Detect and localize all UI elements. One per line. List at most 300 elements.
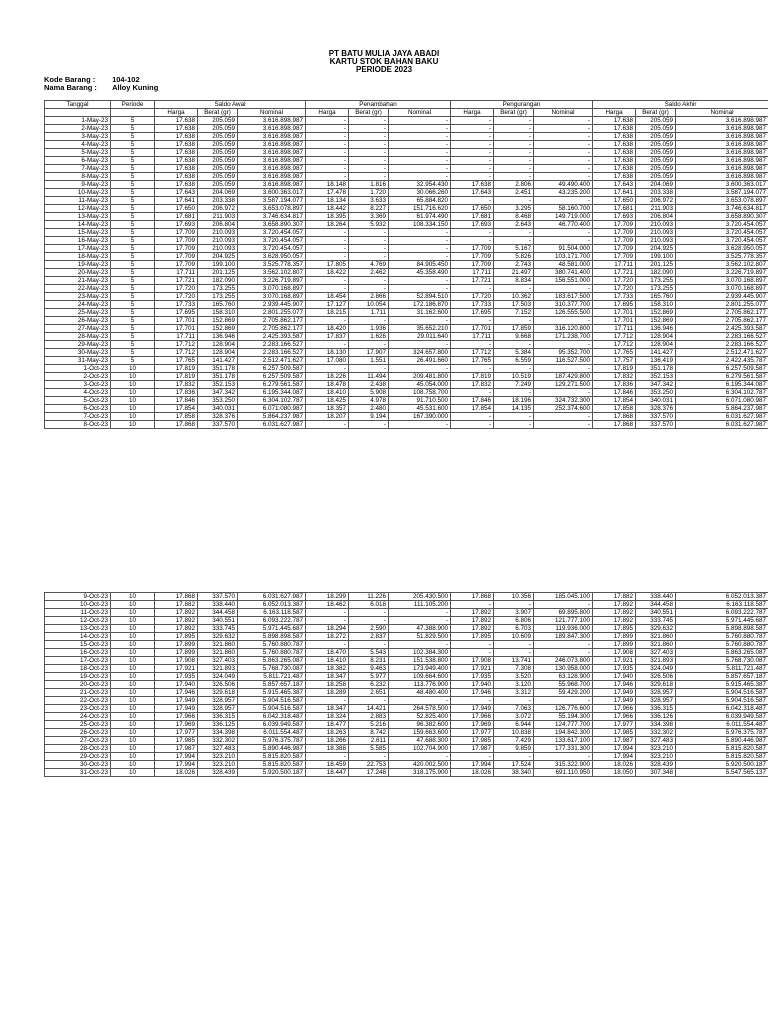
table-cell: 5.167 (494, 245, 534, 253)
col-subheader-berat: Berat (gr) (636, 109, 676, 117)
table-cell: - (389, 229, 451, 237)
table-cell: 152.869 (198, 317, 238, 325)
table-cell: 328.957 (636, 689, 676, 697)
table-cell: 17.907 (349, 349, 389, 357)
table-cell: 10 (111, 689, 155, 697)
table-row (45, 309, 768, 317)
table-cell: 10-Oct-23 (45, 601, 111, 609)
table-cell: 17.721 (593, 269, 636, 277)
table-cell: - (349, 253, 389, 261)
table-cell: - (451, 389, 494, 397)
table-row (45, 197, 768, 205)
table-cell: 205.059 (636, 173, 676, 181)
table-cell: 17.940 (155, 681, 198, 689)
table-cell: 2.806 (494, 181, 534, 189)
table-cell: 2.651 (349, 689, 389, 697)
table-cell: 17.127 (306, 301, 349, 309)
table-row (45, 237, 768, 245)
table-row (45, 245, 768, 253)
col-header-saldo-awal: Saldo Awal (155, 101, 306, 109)
table-cell: - (389, 317, 451, 325)
table-cell: 31.162.600 (389, 309, 451, 317)
table-row (45, 141, 768, 149)
table-cell: - (306, 165, 349, 173)
table-cell: 205.059 (636, 133, 676, 141)
table-cell: 17.899 (593, 633, 636, 641)
table-cell: 17.994 (155, 761, 198, 769)
table-cell: 17.946 (155, 689, 198, 697)
table-cell: 3.616.898.987 (238, 181, 306, 189)
table-cell: 6.018 (349, 601, 389, 609)
table-row (45, 681, 768, 689)
table-cell: 17.701 (451, 325, 494, 333)
table-cell: 58.160.700 (534, 205, 593, 213)
table-cell: 30-Oct-23 (45, 761, 111, 769)
item-code-label: Kode Barang : (44, 75, 96, 84)
table-cell: 17.709 (593, 229, 636, 237)
table-cell: - (389, 753, 451, 761)
table-cell: 338.440 (636, 593, 676, 601)
table-row (45, 405, 768, 413)
table-cell: 204.925 (198, 253, 238, 261)
table-cell: 1.626 (349, 333, 389, 341)
table-cell: 5.811.721.487 (238, 673, 306, 681)
table-cell: 10 (111, 593, 155, 601)
table-cell: 5.904.516.587 (676, 689, 768, 697)
table-cell: 113.776.900 (389, 681, 451, 689)
table-cell: 5.864.237.987 (238, 413, 306, 421)
table-cell: 351.178 (636, 365, 676, 373)
table-cell: 2.705.862.177 (238, 317, 306, 325)
table-cell: 206.972 (198, 205, 238, 213)
table-cell: 38.340 (494, 769, 534, 777)
table-cell: 9.859 (494, 745, 534, 753)
table-cell: 17.638 (155, 157, 198, 165)
table-cell: 2.801.255.077 (238, 309, 306, 317)
table-cell: 10 (111, 745, 155, 753)
table-cell: 328.957 (198, 705, 238, 713)
table-row (45, 221, 768, 229)
table-cell: 332.302 (198, 737, 238, 745)
table-cell: 6-Oct-23 (45, 405, 111, 413)
table-cell: 18.459 (306, 761, 349, 769)
table-cell: 6.806 (494, 617, 534, 625)
table-cell: 2.801.255.077 (676, 301, 768, 309)
table-cell: 17.709 (593, 237, 636, 245)
table-cell: 17.966 (593, 705, 636, 713)
table-cell: 5 (111, 157, 155, 165)
table-cell: 152.869 (636, 317, 676, 325)
table-cell: - (494, 317, 534, 325)
table-cell: - (451, 649, 494, 657)
table-cell: - (494, 601, 534, 609)
table-cell: 5-Oct-23 (45, 397, 111, 405)
table-cell: 17.695 (593, 301, 636, 309)
table-cell: 328.376 (636, 405, 676, 413)
table-cell: 6.071.080.987 (238, 405, 306, 413)
col-subheader-harga: Harga (593, 109, 636, 117)
table-cell: 205.430.500 (389, 593, 451, 601)
table-cell: 189.847.300 (534, 633, 593, 641)
table-cell: 5 (111, 221, 155, 229)
table-cell: 17.994 (593, 745, 636, 753)
table-cell: 5 (111, 309, 155, 317)
table-cell: - (451, 317, 494, 325)
table-cell: 328.376 (198, 413, 238, 421)
table-cell: 10 (111, 617, 155, 625)
table-cell: 17.908 (451, 657, 494, 665)
table-cell: 17.895 (155, 633, 198, 641)
table-cell: - (534, 133, 593, 141)
table-cell: 6.031.627.987 (676, 413, 768, 421)
table-cell: 17.709 (451, 245, 494, 253)
table-cell: 352.153 (198, 381, 238, 389)
table-cell: 95.352.700 (534, 349, 593, 357)
col-subheader-harga: Harga (451, 109, 494, 117)
table-cell: 17.994 (593, 753, 636, 761)
item-name-value: Alloy Kuning (112, 83, 159, 92)
table-cell: 18.477 (306, 721, 349, 729)
table-cell: 173.949.400 (389, 665, 451, 673)
table-cell: 21.497 (494, 269, 534, 277)
table-cell: 17.946 (593, 681, 636, 689)
table-cell: - (349, 617, 389, 625)
table-cell: 17.712 (155, 349, 198, 357)
table-cell: 333.745 (636, 617, 676, 625)
table-cell: 17.819 (155, 373, 198, 381)
table-cell: - (451, 285, 494, 293)
table-cell: 29-May-23 (45, 341, 111, 349)
table-cell: 17.643 (451, 189, 494, 197)
table-cell: - (534, 237, 593, 245)
table-cell: 17.643 (155, 189, 198, 197)
table-cell: 6.093.222.787 (676, 609, 768, 617)
table-cell: 5 (111, 301, 155, 309)
table-cell: - (306, 117, 349, 125)
table-cell: - (494, 421, 534, 429)
table-cell: 338.440 (198, 601, 238, 609)
table-cell: - (534, 753, 593, 761)
col-subheader-harga: Harga (306, 109, 349, 117)
table-row (45, 341, 768, 349)
col-header-pengurangan: Pengurangan (451, 101, 593, 109)
table-cell: - (349, 317, 389, 325)
table-cell: - (389, 697, 451, 705)
table-cell: 17.638 (593, 173, 636, 181)
table-cell: 211.903 (636, 205, 676, 213)
table-cell: 2.611 (349, 737, 389, 745)
table-cell: 22.753 (349, 761, 389, 769)
table-cell: 18.422 (306, 269, 349, 277)
table-cell: - (306, 753, 349, 761)
table-cell: 204.069 (636, 181, 676, 189)
table-cell: 352.153 (636, 373, 676, 381)
table-cell: 17.987 (155, 745, 198, 753)
table-cell: 159.663.600 (389, 729, 451, 737)
table-cell: - (306, 125, 349, 133)
item-name-label: Nama Barang : (44, 83, 97, 92)
table-cell: 5.760.880.787 (676, 641, 768, 649)
table-cell: 321.860 (198, 649, 238, 657)
table-cell: 326.506 (198, 681, 238, 689)
table-cell: 18.357 (306, 405, 349, 413)
item-name-line (44, 84, 158, 92)
table-cell: - (494, 365, 534, 373)
table-cell: 5.898.898.587 (676, 625, 768, 633)
table-cell: 2.837 (349, 633, 389, 641)
table-cell: 17.868 (593, 413, 636, 421)
table-cell: - (349, 365, 389, 373)
table-cell: - (494, 133, 534, 141)
table-cell: 7.249 (494, 381, 534, 389)
table-cell: 165.760 (198, 301, 238, 309)
table-cell: 3.628.950.057 (238, 253, 306, 261)
table-cell: 3.120 (494, 681, 534, 689)
table-cell: 45.054.000 (389, 381, 451, 389)
table-cell: - (306, 421, 349, 429)
table-cell: 17.940 (451, 681, 494, 689)
table-row (45, 365, 768, 373)
table-cell: 307.348 (636, 769, 676, 777)
table-cell: 328.957 (198, 697, 238, 705)
table-cell: 2.480 (349, 405, 389, 413)
table-cell: 17.987 (593, 737, 636, 745)
table-cell: 6.052.013.387 (238, 601, 306, 609)
table-cell: - (451, 421, 494, 429)
table-row (45, 213, 768, 221)
table-cell: 6.195.344.087 (676, 381, 768, 389)
table-cell: 210.093 (198, 237, 238, 245)
table-cell: 17.836 (593, 381, 636, 389)
table-cell: 3.616.898.987 (238, 133, 306, 141)
table-row (45, 181, 768, 189)
table-cell: 10 (111, 633, 155, 641)
document-title: KARTU STOK BAHAN BAKU (329, 57, 439, 66)
table-cell: 49.490.400 (534, 181, 593, 189)
table-cell: 17.638 (451, 181, 494, 189)
table-cell: 31-Oct-23 (45, 769, 111, 777)
table-cell: 3.295 (494, 205, 534, 213)
table-cell: 206.804 (636, 213, 676, 221)
table-cell: 16-May-23 (45, 237, 111, 245)
table-cell: 8.231 (349, 657, 389, 665)
table-cell: 17.638 (155, 181, 198, 189)
table-cell: 5 (111, 333, 155, 341)
table-cell: 210.093 (198, 245, 238, 253)
table-cell: 17.701 (155, 317, 198, 325)
table-cell: 26.491.660 (389, 357, 451, 365)
table-cell: 20-May-23 (45, 269, 111, 277)
table-cell: 10 (111, 729, 155, 737)
table-cell: 8-Oct-23 (45, 421, 111, 429)
table-cell: 5.815.820.587 (238, 753, 306, 761)
table-cell: - (306, 365, 349, 373)
table-cell: 6.703 (494, 625, 534, 633)
table-cell: 10-May-23 (45, 189, 111, 197)
table-cell: - (494, 413, 534, 421)
table-cell: 18.130 (306, 349, 349, 357)
table-cell: 3.720.454.057 (676, 237, 768, 245)
table-cell: 3.226.719.897 (238, 277, 306, 285)
table-cell: 17.805 (306, 261, 349, 269)
table-cell: - (534, 341, 593, 349)
table-cell: - (451, 157, 494, 165)
table-cell: 5.826 (494, 253, 534, 261)
table-cell: 17.966 (593, 713, 636, 721)
table-cell: 17.994 (451, 761, 494, 769)
table-cell: 158.310 (198, 309, 238, 317)
table-cell: 3.616.898.987 (238, 165, 306, 173)
table-row (45, 285, 768, 293)
table-cell: 209.481.800 (389, 373, 451, 381)
table-cell: 5.815.820.587 (238, 761, 306, 769)
table-cell: 10 (111, 397, 155, 405)
table-cell: 1.936 (349, 325, 389, 333)
table-cell: 17.643 (593, 181, 636, 189)
table-cell: 152.869 (198, 325, 238, 333)
table-cell: 17.765 (155, 357, 198, 365)
table-cell: - (534, 141, 593, 149)
table-cell: 318.175.900 (389, 769, 451, 777)
table-cell: 2.422.435.787 (676, 357, 768, 365)
table-cell: 5.760.880.787 (676, 633, 768, 641)
table-cell: 205.059 (198, 125, 238, 133)
table-cell: 17.709 (451, 261, 494, 269)
table-cell: 17.681 (155, 213, 198, 221)
table-cell: 3.633 (349, 197, 389, 205)
table-cell: 10 (111, 389, 155, 397)
table-cell: 5.863.265.087 (238, 657, 306, 665)
table-cell: 5.811.721.487 (676, 665, 768, 673)
table-cell: 205.059 (636, 117, 676, 125)
table-cell: 2.939.445.907 (238, 301, 306, 309)
table-cell: 8.834 (494, 277, 534, 285)
table-cell: 17.641 (593, 189, 636, 197)
table-cell: 152.869 (636, 309, 676, 317)
table-cell: 24-Oct-23 (45, 713, 111, 721)
table-cell: 17.709 (155, 253, 198, 261)
table-cell: 210.093 (636, 237, 676, 245)
table-cell: 12-Oct-23 (45, 617, 111, 625)
table-cell: 17.711 (593, 325, 636, 333)
table-cell: 5.976.375.787 (676, 729, 768, 737)
table-cell: 7-Oct-23 (45, 413, 111, 421)
table-cell: 151.716.620 (389, 205, 451, 213)
table-row (45, 253, 768, 261)
table-cell: 17.921 (593, 657, 636, 665)
table-cell: 3.720.454.057 (676, 229, 768, 237)
table-cell: - (349, 117, 389, 125)
table-cell: 17.977 (593, 721, 636, 729)
table-cell: 18.388 (306, 745, 349, 753)
table-cell: 17.711 (451, 333, 494, 341)
table-cell: 27-May-23 (45, 325, 111, 333)
table-cell: 17.858 (155, 413, 198, 421)
table-cell: 316.120.800 (534, 325, 593, 333)
table-cell: 136.946 (198, 333, 238, 341)
table-row (45, 673, 768, 681)
table-cell: 344.458 (198, 609, 238, 617)
table-cell: 3.587.194.077 (238, 197, 306, 205)
table-cell: 18.264 (306, 221, 349, 229)
table-cell: - (494, 141, 534, 149)
table-cell: 17.712 (155, 341, 198, 349)
table-cell: 194.842.300 (534, 729, 593, 737)
table-cell: 17.892 (593, 609, 636, 617)
table-row (45, 397, 768, 405)
table-cell: 205.059 (198, 165, 238, 173)
table-cell: - (451, 753, 494, 761)
table-cell: 17.650 (451, 205, 494, 213)
table-cell: 10 (111, 625, 155, 633)
table-cell: 3.312 (494, 689, 534, 697)
table-cell: 52.825.400 (389, 713, 451, 721)
table-cell: - (389, 133, 451, 141)
table-cell: - (349, 753, 389, 761)
table-cell: 5 (111, 325, 155, 333)
table-cell: 13.741 (494, 657, 534, 665)
table-cell: 8.227 (349, 205, 389, 213)
table-cell: 691.110.950 (534, 769, 593, 777)
table-cell: - (349, 149, 389, 157)
table-cell: 3.653.078.897 (676, 197, 768, 205)
table-row (45, 413, 768, 421)
table-cell: 10 (111, 405, 155, 413)
table-cell: 17.846 (155, 397, 198, 405)
table-cell: 6.304.102.787 (676, 389, 768, 397)
table-cell: - (349, 229, 389, 237)
table-cell: - (389, 157, 451, 165)
table-cell: 17.858 (593, 405, 636, 413)
table-cell: 102.384.300 (389, 649, 451, 657)
table-cell: 5 (111, 133, 155, 141)
table-cell: 17.819 (593, 365, 636, 373)
table-cell: 6.031.627.987 (238, 593, 306, 601)
table-cell: 17.994 (155, 753, 198, 761)
table-cell: 17.846 (593, 389, 636, 397)
table-cell: 108.758.700 (389, 389, 451, 397)
table-cell: 5 (111, 341, 155, 349)
table-cell: 5.904.516.587 (238, 705, 306, 713)
table-cell: - (494, 753, 534, 761)
table-cell: 3.720.454.057 (238, 229, 306, 237)
table-cell: 3.070.168.897 (676, 277, 768, 285)
table-cell: 18.347 (306, 673, 349, 681)
table-cell: - (494, 649, 534, 657)
table-cell: 6.163.118.587 (238, 609, 306, 617)
table-cell: 6.042.318.487 (676, 705, 768, 713)
table-cell: 13-May-23 (45, 213, 111, 221)
table-cell: 3.616.898.987 (238, 141, 306, 149)
table-cell: 2.425.393.587 (238, 333, 306, 341)
col-subheader-empty (111, 109, 155, 117)
table-cell: 323.210 (636, 745, 676, 753)
table-cell: 17.949 (155, 697, 198, 705)
table-cell: 14-Oct-23 (45, 633, 111, 641)
table-cell: - (494, 389, 534, 397)
table-cell: 6.279.561.587 (238, 381, 306, 389)
table-cell: 210.093 (636, 221, 676, 229)
table-cell: 63.128.900 (534, 673, 593, 681)
table-cell: 5.864.237.987 (676, 405, 768, 413)
table-cell: 3.653.078.897 (238, 205, 306, 213)
table-cell: 17.832 (593, 373, 636, 381)
table-cell: 5 (111, 229, 155, 237)
table-cell: 5 (111, 149, 155, 157)
table-cell: 17.720 (155, 293, 198, 301)
table-cell: 17.895 (451, 633, 494, 641)
table-cell: 17.765 (593, 349, 636, 357)
